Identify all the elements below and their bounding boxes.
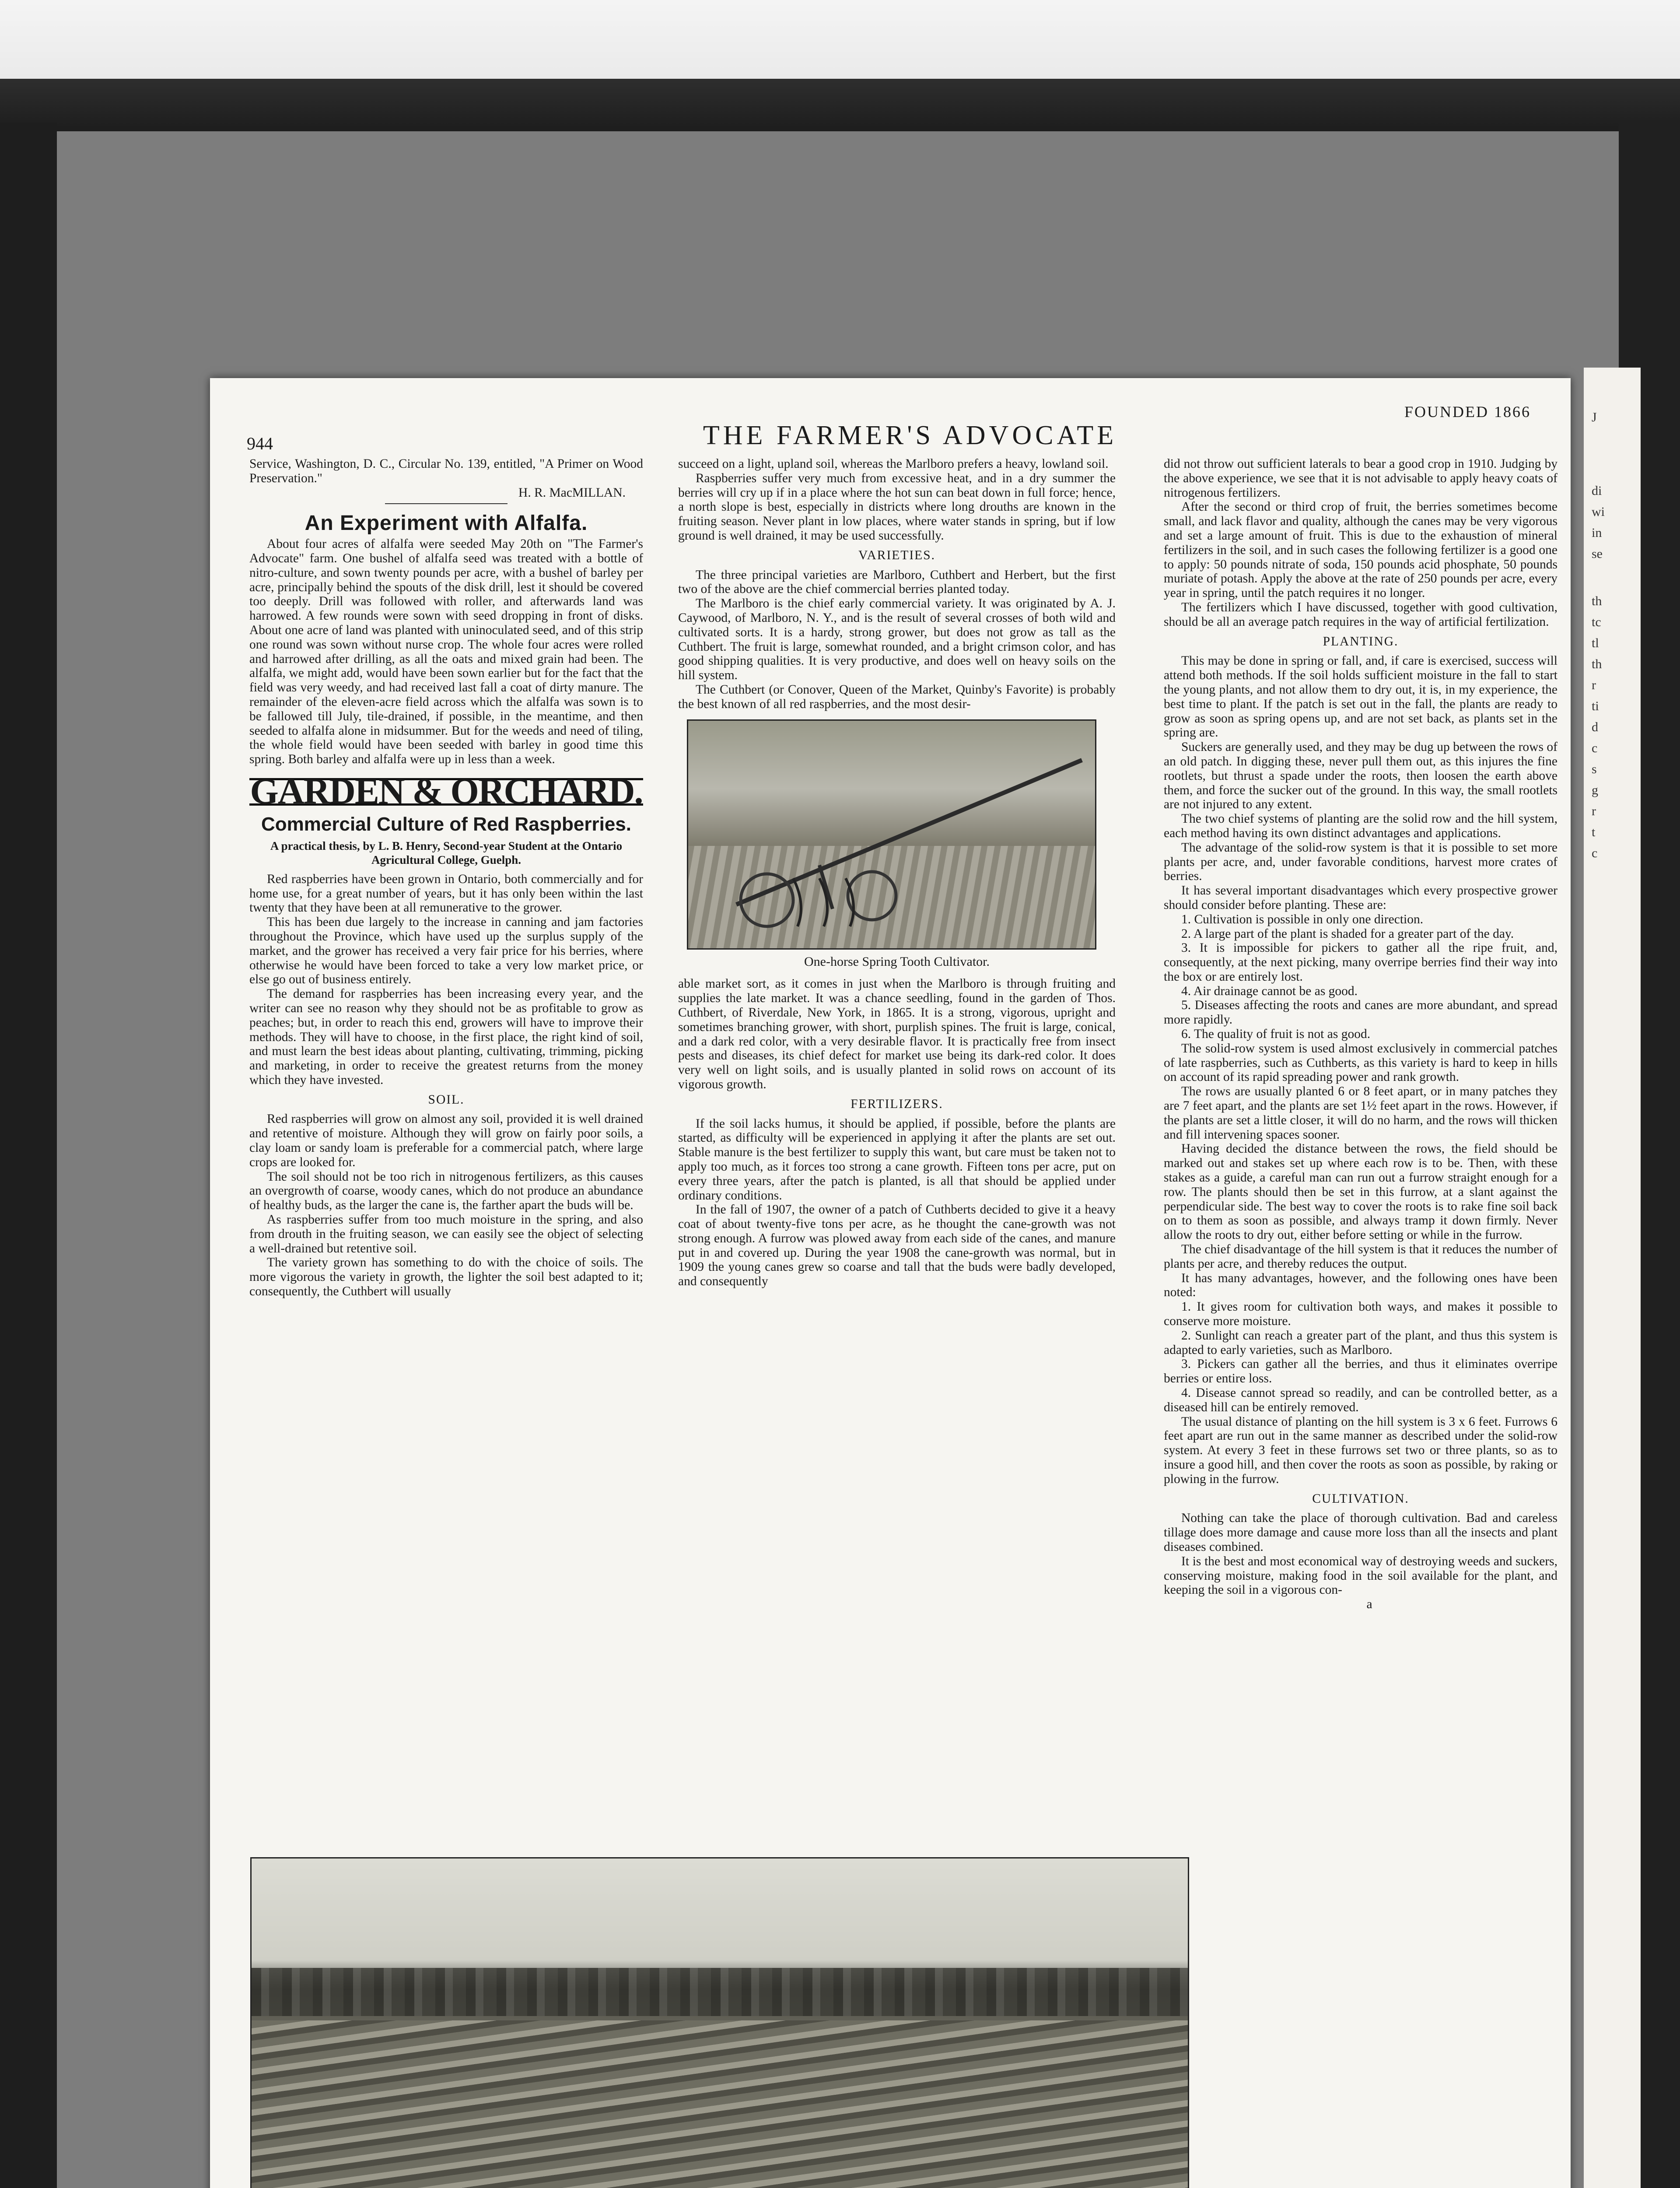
tree-line bbox=[252, 1968, 1188, 2016]
paragraph: About four acres of alfalfa were seeded May 20th on "The Farmer's Advocate" farm. One bushel of alfalfa seed was treated with a bottle of nitro-culture, and sown twenty pounds per acre, with a bushel of barley per acre, principally behind the spouts of the disk drill, lest it should be covered too deeply. Drill was followed with roller, and afterwards land was harrowed. A few rounds were sown with seed dropping in front of disks. About one acre of land was planted with uninoculated seed, and of this strip one round was sown without nurse crop. The whole four acres were rolled and harrowed after drilling, as all the oats and mixed grain had been. The alfalfa, we might add, would have been sown earlier but for the fact that the field was very weedy, and had received last fall a coat of dirty manure. The remainder of the eleven-acre field across which the alfalfa was sown is to be fallowed till July, tile-drained, if possible, in the meantime, and then seeded to alfalfa alone in midsummer. But for the weeds and need of tiling, the whole field would have been seeded with barley in good time this spring. Both barley and alfalfa were up in less than a week. bbox=[249, 537, 643, 767]
column-2 bbox=[678, 457, 1116, 1289]
berry-rows bbox=[252, 2020, 1188, 2188]
list-item: 6. The quality of fruit is not as good. bbox=[1181, 1027, 1371, 1041]
adjacent-page-fragment bbox=[1584, 368, 1641, 2188]
article-title-alfalfa: An Experiment with Alfalfa. bbox=[304, 512, 588, 535]
paragraph: It is the best and most economical way of destroying weeds and suckers, conserving moisture, making food in the soil available for the plant, and keeping the soil in a vigorous con- bbox=[1164, 1554, 1558, 1597]
fragment-text: tl bbox=[1592, 636, 1599, 650]
list-item: 3. Pickers can gather all the berries, and thus it eliminates overripe berries or entire loss. bbox=[1164, 1357, 1558, 1386]
berry-patch-photo bbox=[250, 1857, 1189, 2188]
fragment-text: wi bbox=[1592, 505, 1605, 519]
paragraph: The two chief systems of planting are the solid row and the hill system, each method having its own distinct advantages and applications. bbox=[1164, 812, 1558, 840]
paragraph: able market sort, as it comes in just when the Marlboro is through fruiting and supplies the late market. It was a chance seedling, found in the garden of Thos. Cuthbert, of Riverdale, New York, in 1865. It is a strong, vigorous, upright and sometimes branching grower, with short, purplish spines. The fruit is large, conical, and a dark red color, with a very desirable flavor. It is practically free from insect pests and diseases, its chief defect for market use being its dark-red color. It does very well on light soils, and is usually planted in solid rows on account of its vigorous growth. bbox=[678, 977, 1116, 1091]
paragraph: did not throw out sufficient laterals to bear a good crop in 1910. Judging by the above experience, we see that it is not advisable to apply heavy coats of nitrogenous fertilizers. bbox=[1164, 457, 1558, 500]
fragment-text: c bbox=[1592, 741, 1598, 755]
column-1 bbox=[249, 457, 643, 1299]
photo-caption: One-horse Spring Tooth Cultivator. bbox=[804, 954, 990, 969]
fragment-text: di bbox=[1592, 484, 1602, 498]
fragment-text: se bbox=[1592, 547, 1603, 561]
fragment-text: ti bbox=[1592, 699, 1599, 713]
list-item: 2. Sunlight can reach a greater part of the plant, and thus this system is adapted to early varieties, such as Marlboro. bbox=[1164, 1328, 1558, 1357]
paragraph: It has several important disadvantages which every prospective grower should consider before planting. These are: bbox=[1164, 884, 1558, 912]
paragraph: The solid-row system is used almost exclusively in commercial patches of late raspberries, such as Cuthberts, as this variety is hard to keep in hills on account of its rapid spreading power and rank growth. bbox=[1164, 1041, 1558, 1084]
list-item: 1. It gives room for cultivation both ways, and makes it possible to conserve more moisture. bbox=[1164, 1300, 1558, 1329]
fragment-text: in bbox=[1592, 526, 1602, 540]
subheading-fertilizers: FERTILIZERS. bbox=[850, 1097, 943, 1111]
article-title-raspberries: Commercial Culture of Red Raspberries. bbox=[261, 813, 631, 835]
paragraph: If the soil lacks humus, it should be applied, if possible, before the plants are started, as difficulty will be experienced in applying it after the plants are set out. Stable manure is the best fertilizer to supply this want, but care must be taken not to apply too much, as it forces too strong a cane growth. Fifteen tons per acre, put on every three years, after the patch is planted, is all that should be applied under ordinary conditions. bbox=[678, 1116, 1116, 1203]
list-item: 4. Air drainage cannot be as good. bbox=[1181, 984, 1358, 998]
paragraph: The three principal varieties are Marlboro, Cuthbert and Herbert, but the first two of the above are the chief commercial berries planted today. bbox=[678, 568, 1116, 596]
fragment-text: r bbox=[1592, 804, 1596, 818]
paragraph: Having decided the distance between the rows, the field should be marked out and stakes set up where each row is to be. Then, with these stakes as a guide, a careful man can run out a furrow straight enough for a row. The plants should then be set in this furrow, at a slant against the perpendicular side. The best way to cover the roots is to rake fine soil back on to them as soon as possible, and always tramp it down firmly. Never allow the roots to dry out, either before setting or while in the furrow. bbox=[1164, 1142, 1558, 1242]
fragment-text: th bbox=[1592, 657, 1602, 671]
fragment-text: c bbox=[1592, 846, 1598, 860]
film-strip-left bbox=[0, 123, 57, 2188]
column-3 bbox=[1164, 457, 1558, 1612]
paragraph: The usual distance of planting on the hill system is 3 x 6 feet. Furrows 6 feet apart are run out in the same manner as described under the solid-row system. At every 3 feet in these furrows set two or three plants, so as to insure a good hill, and then cover the roots as soon as possible, by raking or plowing in the furrow. bbox=[1164, 1414, 1558, 1486]
fragment-text: J bbox=[1592, 410, 1597, 424]
intro-paragraph: Service, Washington, D. C., Circular No. 139, entitled, "A Primer on Wood Preservation." bbox=[249, 457, 643, 485]
paragraph: The variety grown has something to do with the choice of soils. The more vigorous the variety in growth, the lighter the soil best adapted to it; consequently, the Cuthbert will usually bbox=[249, 1255, 643, 1299]
paragraph: In the fall of 1907, the owner of a patch of Cuthberts decided to give it a heavy coat of about twenty-five tons per acre, as he thought the cane-growth was not strong enough. A furrow was plowed away from each side of the canes, and manure put in and covered up. During the year 1908 the cane-growth was normal, but in 1909 the young canes grew so coarse and tall that the buds were badly developed, and consequently bbox=[678, 1203, 1116, 1289]
paragraph: The advantage of the solid-row system is that it is possible to set more plants per acre, and, under favorable conditions, harvest more crates of berries. bbox=[1164, 840, 1558, 884]
paragraph: The fertilizers which I have discussed, together with good cultivation, should be all an average patch requires in the way of artificial fertilization. bbox=[1164, 600, 1558, 629]
byline: A practical thesis, by L. B. Henry, Second-year Student at the Ontario Agricultural College, Guelph. bbox=[270, 839, 623, 866]
paragraph: It has many advantages, however, and the following ones have been noted: bbox=[1164, 1271, 1558, 1300]
list-item: 3. It is impossible for pickers to gather all the ripe fruit, and, consequently, at the next picking, many overripe berries find their way into the box or are entirely lost. bbox=[1164, 941, 1558, 984]
fragment-text: s bbox=[1592, 762, 1597, 776]
page-number: 944 bbox=[247, 434, 273, 453]
paragraph: After the second or third crop of fruit, the berries sometimes become small, and lack flavor and quality, although the canes may be very vigorous and set a large amount of fruit. This is due to the exhaustion of mineral fertilizers in the soil, and in such cases the following fertilizer is a good one to apply: 50 pounds nitrate of soda, 150 pounds acid phosphate, 50 pounds muriate of potash. Apply the above at the rate of 250 pounds per acre, every year in spring, until the patch requires it no longer. bbox=[1164, 500, 1558, 600]
signature: H. R. MacMILLAN. bbox=[518, 485, 626, 500]
paragraph: The Cuthbert (or Conover, Queen of the Market, Quinby's Favorite) is probably the best known of all red raspberries, and the most desir- bbox=[678, 682, 1116, 711]
subheading-varieties: VARIETIES. bbox=[858, 548, 935, 562]
list-item: 4. Disease cannot spread so readily, and can be controlled better, as a diseased hill can be entirely removed. bbox=[1164, 1386, 1558, 1414]
fragment-text: tc bbox=[1592, 615, 1601, 629]
subheading-cultivation: CULTIVATION. bbox=[1312, 1491, 1409, 1506]
subheading-planting: PLANTING. bbox=[1323, 634, 1399, 649]
founded-line: FOUNDED 1866 bbox=[1404, 403, 1531, 421]
paragraph: The demand for raspberries has been increasing every year, and the writer can see no reason why they should not be as profitable to grow as peaches; but, in order to reach this end, growers will have to improve their methods. They will have to choose, in the first place, the right kind of soil, and must learn the best ideas about planting, cultivating, trimming, picking and marketing, in order to receive the greatest returns from the money which they have invested. bbox=[249, 987, 643, 1087]
section-title: GARDEN & ORCHARD. bbox=[250, 771, 643, 812]
paragraph: The Marlboro is the chief early commercial variety. It was originated by A. J. Caywood, of Marlboro, N. Y., and is the result of several crosses of both wild and cultivated sorts. It is a hardy, strong grower, but does not grow as tall as the Cuthbert. The fruit is large, somewhat rounded, and a bright crimson color, and has good shipping qualities. It is very productive, and does well on heavy soils on the hill system. bbox=[678, 596, 1116, 683]
paragraph: Suckers are generally used, and they may be dug up between the rows of an old patch. In digging these, never pull them out, as this injures the fine rootlets, but thrust a spade under the roots, then loosen the earth above them, and force the sucker out of the ground. In this way, the small rootlets are not injured to any extent. bbox=[1164, 740, 1558, 812]
paragraph: succeed on a light, upland soil, whereas the Marlboro prefers a heavy, lowland soil. bbox=[678, 457, 1109, 471]
list-item: 1. Cultivation is possible in only one direction. bbox=[1181, 912, 1424, 926]
paragraph: The chief disadvantage of the hill system is that it reduces the number of plants per acre, and thereby reduces the output. bbox=[1164, 1242, 1558, 1271]
paragraph: Nothing can take the place of thorough cultivation. Bad and careless tillage does more damage and cause more loss than all the insects and plant diseases combined. bbox=[1164, 1511, 1558, 1554]
paragraph: Red raspberries will grow on almost any soil, provided it is well drained and retentive of moisture. Although they will grow on fairly poor soils, a clay loam or sandy loam is preferable for a commercial patch, where large crops are looked for. bbox=[249, 1112, 643, 1169]
paragraph: The rows are usually planted 6 or 8 feet apart, or in many patches they are 7 feet apart, and the plants are set 1½ feet apart in the rows. However, if the plants are set a little closer, it will do no harm, and the rows will thicken and fill intervening spaces sooner. bbox=[1164, 1084, 1558, 1142]
fragment-text: th bbox=[1592, 594, 1602, 608]
fragment-text: d bbox=[1592, 720, 1598, 734]
paragraph: Raspberries suffer very much from excessive heat, and in a dry summer the berries will cry up if in a place where the hot sun can beat down in full force; hence, a north slope is best, especially in districts where long drouths are known in the fruiting season. Never plant in low places, where water stands in spring, but if low ground is well drained, it may be used successfully. bbox=[678, 471, 1116, 543]
paragraph: The soil should not be too rich in nitrogenous fertilizers, as this causes an overgrowth of coarse, woody canes, which do not produce an abundance of healthy buds, as the larger the cane is, the farther apart the buds will be. bbox=[249, 1169, 643, 1213]
list-item: 2. A large part of the plant is shaded for a greater part of the day. bbox=[1181, 926, 1514, 941]
fragment-text: t bbox=[1592, 825, 1596, 839]
paragraph: This may be done in spring or fall, and, if care is exercised, success will attend both methods. If the soil holds sufficient moisture in the fall to start the young plants, and not allow them to dry out, it is, in my experience, the best time to plant. If the patch is set out in the fall, the plants are ready to grow as soon as spring opens up, and are not set back, as plants set in the spring are. bbox=[1164, 654, 1558, 740]
fragment-text: g bbox=[1592, 783, 1598, 797]
paragraph: As raspberries suffer from too much moisture in the spring, and also from drouth in the fruiting season, we can easily see the object of selecting a well-drained but retentive soil. bbox=[249, 1213, 643, 1255]
divider bbox=[385, 503, 508, 504]
film-strip-top bbox=[0, 0, 1680, 131]
page-tail-mark: a bbox=[1366, 1597, 1372, 1612]
paragraph: This has been due largely to the increase in canning and jam factories throughout the Province, which have used up the surplus supply of the market, and the grower has received a very fair price for his berries, where otherwise he would have been forced to take a very low market price, or else go out of business entirely. bbox=[249, 915, 643, 987]
cultivator-photo bbox=[687, 719, 1096, 950]
newspaper-page bbox=[210, 378, 1571, 2188]
paragraph: Red raspberries have been grown in Ontario, both commercially and for home use, for a great number of years, but it has only been within the last twenty that they have been at all remunerative to the grower. bbox=[249, 872, 643, 915]
masthead: THE FARMER'S ADVOCATE bbox=[703, 421, 1117, 450]
subheading-soil: SOIL. bbox=[428, 1092, 465, 1107]
list-item: 5. Diseases affecting the roots and canes are more abundant, and spread more rapidly. bbox=[1164, 998, 1558, 1027]
cultivator-illustration bbox=[688, 721, 1095, 948]
fragment-text: r bbox=[1592, 678, 1596, 692]
